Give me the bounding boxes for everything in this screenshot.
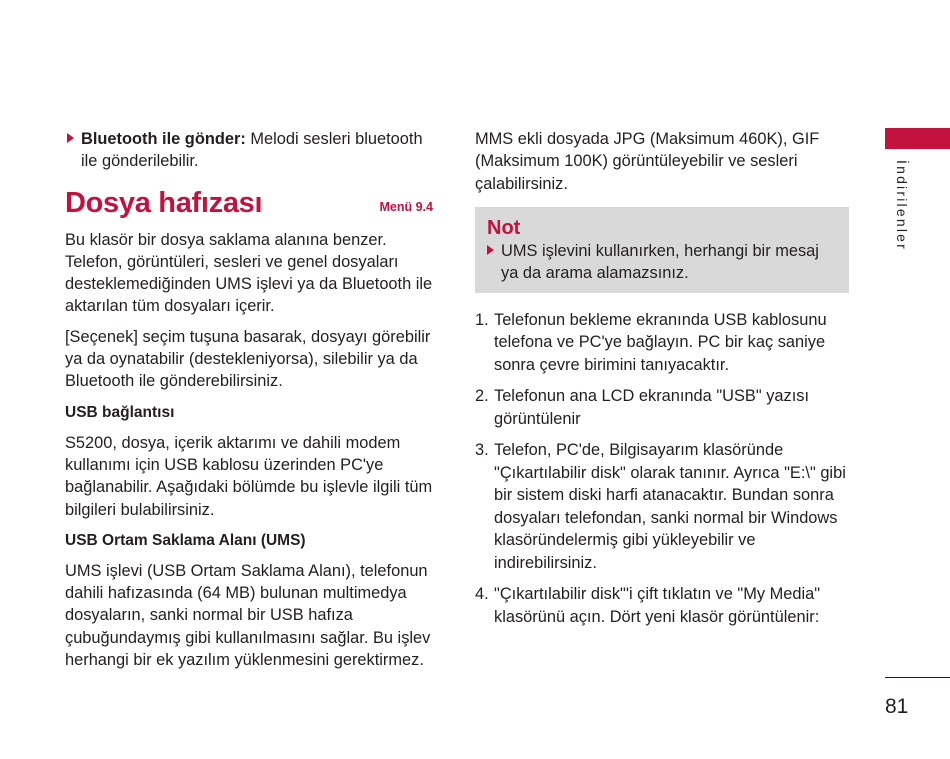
section-title-row (65, 187, 437, 221)
step-number: 4. (475, 585, 489, 604)
page-number: 81 (885, 695, 909, 718)
section-title: Dosya hafızası (65, 186, 263, 219)
paragraph-options: [Seçenek] seçim tuşuna basarak, dosyayı görebilir ya da oynatabilir (destekleniyorsa), silebilir ya da Bluetooth ile gönderebilirsiniz. (65, 327, 431, 391)
step-number: 3. (475, 441, 489, 460)
step-text: Telefonun bekleme ekranında USB kablosunu telefona ve PC'ye bağlayın. PC bir kaç saniye sonra çevre birimini tanıyacaktır. (494, 310, 827, 374)
paragraph-mms: MMS ekli dosyada JPG (Maksimum 460K), GIF (Maksimum 100K) görüntüleyebilir ve sesleri çalabilirsiniz. (475, 130, 820, 193)
step-text: Telefon, PC'de, Bilgisayarım klasöründe "Çıkartılabilir disk" olarak tanınır. Ayrıca "E:\" gibi bir sistem diski harfi atanacaktır. Bundan sonra dosyaları telefondan, sanki normal bir Windows klasöründelermiş gibi yükleyebilir ve indirebilirsiniz. (494, 441, 846, 572)
list-item (475, 309, 849, 377)
paragraph-ums: UMS işlevi (USB Ortam Saklama Alanı), telefonun dahili hafızasında (64 MB) bulunan multimedya dosyaların, sanki normal bir USB hafıza çubuğundaymış gibi kullanılmasını sağlar. Bu işlev herhangi bir ek yazılım yüklenmesini gerektirmez. (65, 561, 431, 670)
bullet-text: Melodi sesleri bluetooth ile gönderilebilir. (81, 130, 423, 171)
paragraph-intro: Bu klasör bir dosya saklama alanına benzer. Telefon, görüntüleri, sesleri ve genel dosyaları desteklemediğinden UMS işlevi ya da Bluetooth ile aktarılan tüm dosyaları içerir. (65, 230, 433, 316)
note-item (487, 240, 837, 285)
note-box (475, 207, 849, 293)
chapter-tab (885, 128, 950, 149)
bluetooth-send-item (65, 128, 437, 173)
bullet-arrow-icon (487, 245, 494, 255)
footer-rule (885, 677, 950, 678)
bullet-arrow-icon (67, 133, 74, 143)
bullet-bold-label: Bluetooth ile gönder: (81, 130, 246, 148)
left-column (65, 128, 437, 671)
paragraph-usb: S5200, dosya, içerik aktarımı ve dahili modem kullanımı için USB kablosu üzerinden PC'ye bağlanabilir. Aşağıdaki bölümde bu işlevle ilgili tüm bilgileri bulabilirsiniz. (65, 433, 433, 519)
right-column (475, 128, 849, 637)
note-title: Not (487, 216, 521, 239)
heading-ums: USB Ortam Saklama Alanı (UMS) (65, 531, 306, 549)
step-number: 1. (475, 310, 489, 329)
list-item (475, 439, 849, 574)
list-item (475, 385, 849, 430)
heading-usb-connection: USB bağlantısı (65, 403, 175, 421)
menu-reference: Menü 9.4 (379, 199, 433, 214)
note-text: UMS işlevini kullanırken, herhangi bir mesaj ya da arama alamazsınız. (501, 241, 819, 283)
chapter-side-label: İndirilenler (894, 160, 910, 251)
step-text: Telefonun ana LCD ekranında "USB" yazısı görüntülenir (494, 387, 810, 428)
list-item (475, 583, 849, 628)
step-number: 2. (475, 387, 489, 406)
step-text: "Çıkartılabilir disk"'i çift tıklatın ve "My Media" klasörünü açın. Dört yeni klasör görüntülenir: (494, 585, 821, 626)
steps-list (475, 309, 849, 629)
